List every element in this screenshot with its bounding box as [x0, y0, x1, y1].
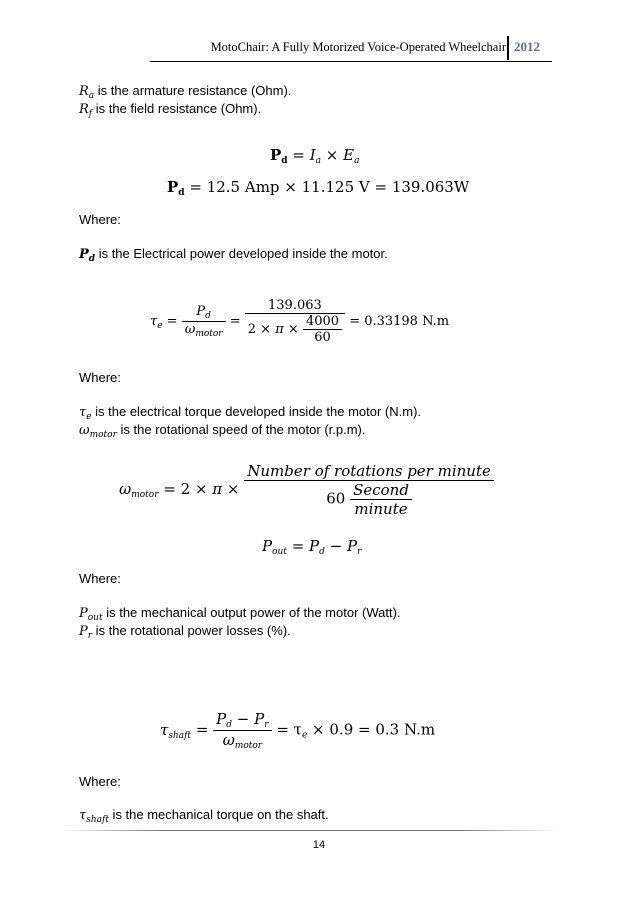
- def-omega: $\omega_{motor}$ is the rotational speed of the motor (r.p.m).: [79, 422, 366, 440]
- page-number: 14: [312, 839, 326, 851]
- header-year: 2012: [514, 39, 540, 54]
- def-pout: $P_{out}$ is the mechanical output power of the motor (Watt).: [79, 605, 401, 623]
- def-rf: $R_f$ is the field resistance (Ohm).: [79, 101, 262, 119]
- eq-electrical-torque: $\tau_e$ = $\frac{P_d}{\omega_{motor}}$ = 139.063 2 × π × $\frac{4000}{60}$ = 0.33198 N.m: [150, 298, 450, 345]
- def-tau-shaft: $\tau_{shaft}$ is the mechanical torque on the shaft.: [79, 807, 329, 825]
- where-label-3: Where:: [79, 571, 121, 586]
- footer-rule: [60, 830, 560, 831]
- eq-shaft-torque: $\tau_{shaft}$ = $\frac{P_d - P_r}{\omega_{motor}}$ = $\tau_e \times 0.9 = 0.3$ N.m: [160, 710, 436, 751]
- def-tau-e: $\tau_e$ is the electrical torque developed inside the motor (N.m).: [79, 404, 422, 422]
- header-title: MotoChair: A Fully Motorized Voice-Operated Wheelchair: [210, 40, 506, 54]
- header-rule: [150, 61, 552, 62]
- def-pr: $P_r$ is the rotational power losses (%).: [79, 623, 291, 641]
- where-label-2: Where:: [79, 370, 121, 385]
- eq-rotational-speed: $\omega_{motor} = 2 \times \pi$ × Number of rotations per minute 60 $\frac{\text{Second}}{\text{minute}}$: [119, 462, 494, 518]
- def-ra: $R_a$ is the armature resistance (Ohm).: [79, 83, 292, 101]
- where-label-1: Where:: [79, 212, 121, 227]
- header-separator: [507, 36, 509, 60]
- where-label-4: Where:: [79, 774, 121, 789]
- def-pd: $P_d$ is the Electrical power developed inside the motor.: [79, 246, 388, 264]
- eq-pd-definition: $P_d = I_a \times E_a$: [270, 146, 360, 166]
- eq-output-power: $P_{out} = P_d - P_r$: [262, 537, 362, 557]
- page-header: [0, 36, 638, 64]
- eq-pd-values: $P_d = 12.5$ Amp × 11.125 V = 139.063W: [167, 178, 470, 198]
